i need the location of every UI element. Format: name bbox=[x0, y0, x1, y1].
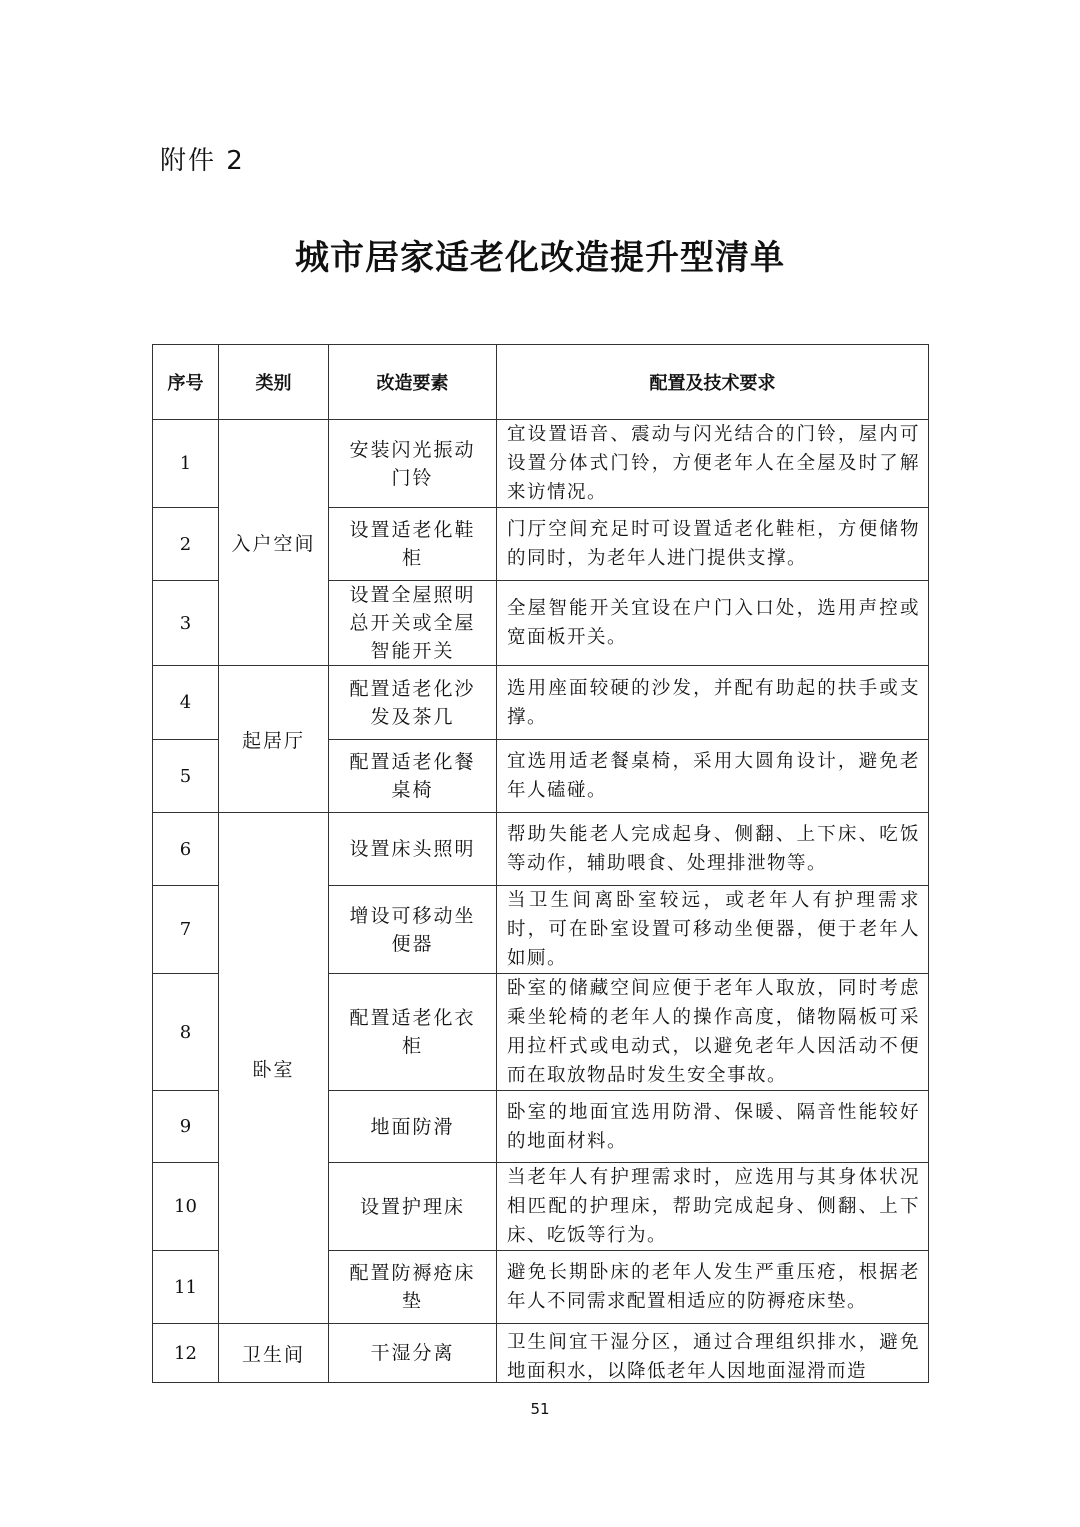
requirement-cell: 全屋智能开关宜设在户门入口处，选用声控或宽面板开关。 bbox=[497, 581, 929, 666]
requirement-cell: 当老年人有护理需求时，应选用与其身体状况相匹配的护理床，帮助完成起身、侧翻、上下床、吃饭等行为。 bbox=[497, 1163, 929, 1251]
element-cell: 配置防褥疮床垫 bbox=[329, 1251, 497, 1324]
element-cell: 配置适老化餐桌椅 bbox=[329, 740, 497, 813]
requirement-cell: 卧室的地面宜选用防滑、保暖、隔音性能较好的地面材料。 bbox=[497, 1091, 929, 1163]
element-cell: 地面防滑 bbox=[329, 1091, 497, 1163]
attachment-label: 附件 2 bbox=[160, 146, 245, 176]
requirement-cell: 宜设置语音、震动与闪光结合的门铃，屋内可设置分体式门铃，方便老年人在全屋及时了解来访情况。 bbox=[497, 420, 929, 508]
requirement-cell: 门厅空间充足时可设置适老化鞋柜，方便储物的同时，为老年人进门提供支撑。 bbox=[497, 508, 929, 581]
table-row bbox=[153, 420, 929, 508]
element-cell: 安装闪光振动门铃 bbox=[329, 420, 497, 508]
row-number: 11 bbox=[153, 1251, 219, 1324]
requirement-cell: 宜选用适老餐桌椅，采用大圆角设计，避免老年人磕碰。 bbox=[497, 740, 929, 813]
element-cell: 设置适老化鞋柜 bbox=[329, 508, 497, 581]
row-number: 1 bbox=[153, 420, 219, 508]
row-number: 4 bbox=[153, 666, 219, 740]
category-cell: 入户空间 bbox=[219, 420, 329, 666]
table-row bbox=[153, 813, 929, 886]
row-number: 5 bbox=[153, 740, 219, 813]
page-number: 51 bbox=[530, 1400, 550, 1418]
category-cell: 卧室 bbox=[219, 813, 329, 1324]
row-number: 7 bbox=[153, 886, 219, 974]
element-cell: 增设可移动坐便器 bbox=[329, 886, 497, 974]
row-number: 6 bbox=[153, 813, 219, 886]
category-cell: 起居厅 bbox=[219, 666, 329, 813]
table-header-row bbox=[153, 345, 929, 420]
row-number: 9 bbox=[153, 1091, 219, 1163]
requirement-cell: 避免长期卧床的老年人发生严重压疮，根据老年人不同需求配置相适应的防褥疮床垫。 bbox=[497, 1251, 929, 1324]
requirement-cell: 卧室的储藏空间应便于老年人取放，同时考虑乘坐轮椅的老年人的操作高度，储物隔板可采用拉杆式或电动式，以避免老年人因活动不便而在取放物品时发生安全事故。 bbox=[497, 974, 929, 1091]
row-number: 8 bbox=[153, 974, 219, 1091]
row-number: 2 bbox=[153, 508, 219, 581]
element-cell: 配置适老化沙发及茶几 bbox=[329, 666, 497, 740]
requirement-cell: 选用座面较硬的沙发，并配有助起的扶手或支撑。 bbox=[497, 666, 929, 740]
row-number: 10 bbox=[153, 1163, 219, 1251]
requirement-text: 卫生间宜干湿分区，通过合理组织排水，避免地面积水，以降低老年人因地面湿滑而造 bbox=[507, 1332, 920, 1382]
element-cell: 配置适老化衣柜 bbox=[329, 974, 497, 1091]
requirement-cell: 当卫生间离卧室较远，或老年人有护理需求时，可在卧室设置可移动坐便器，便于老年人如厕。 bbox=[497, 886, 929, 974]
element-cell: 设置护理床 bbox=[329, 1163, 497, 1251]
element-cell: 设置床头照明 bbox=[329, 813, 497, 886]
header-element: 改造要素 bbox=[329, 345, 497, 420]
header-requirement: 配置及技术要求 bbox=[497, 345, 929, 420]
document-title: 城市居家适老化改造提升型清单 bbox=[295, 238, 785, 278]
header-serial: 序号 bbox=[153, 345, 219, 420]
category-cell: 卫生间 bbox=[219, 1324, 329, 1383]
row-number: 12 bbox=[153, 1324, 219, 1383]
table-row bbox=[153, 666, 929, 740]
renovation-table bbox=[152, 344, 929, 1383]
header-category: 类别 bbox=[219, 345, 329, 420]
requirement-cell: 帮助失能老人完成起身、侧翻、上下床、吃饭等动作，辅助喂食、处理排泄物等。 bbox=[497, 813, 929, 886]
element-cell: 干湿分离 bbox=[329, 1324, 497, 1383]
row-number: 3 bbox=[153, 581, 219, 666]
requirement-cell bbox=[497, 1324, 929, 1383]
table-row bbox=[153, 1324, 929, 1383]
element-cell: 设置全屋照明总开关或全屋智能开关 bbox=[329, 581, 497, 666]
